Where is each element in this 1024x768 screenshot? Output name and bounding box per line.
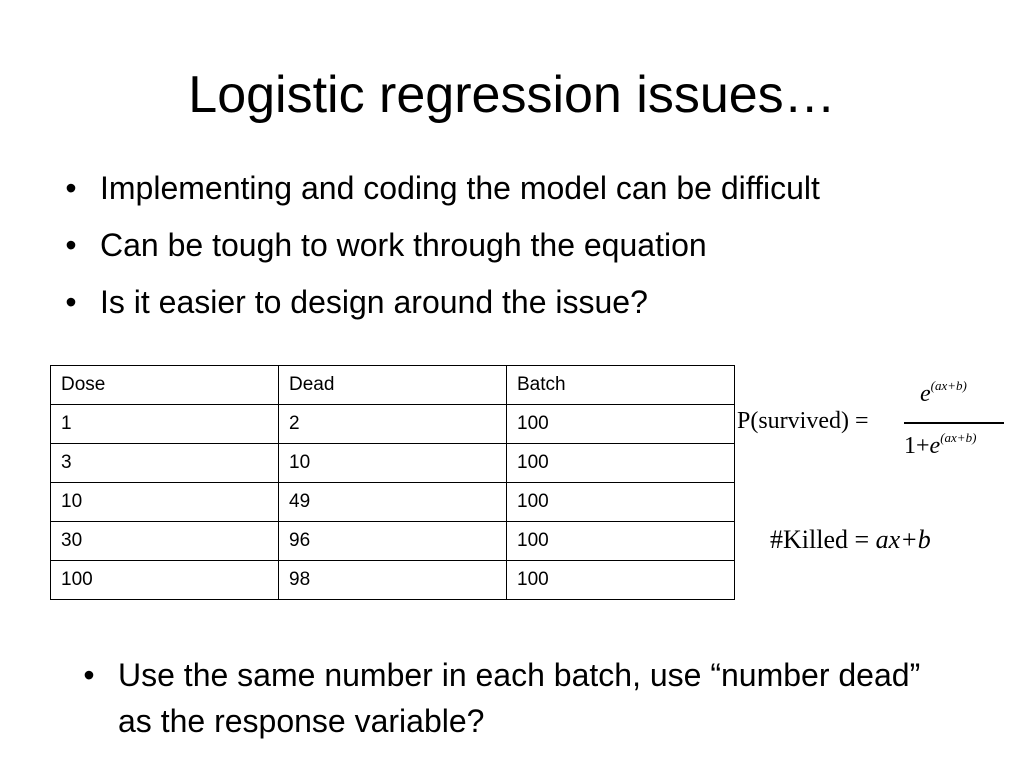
table-cell: 49 [279, 483, 507, 522]
denominator-base: e [929, 433, 941, 459]
bullet-dot-icon: • [65, 227, 77, 263]
fraction-bar [904, 422, 1004, 424]
table-header-row [51, 366, 735, 405]
table-row [51, 522, 735, 561]
table-cell: 10 [51, 483, 279, 522]
denominator-prefix: 1+ [904, 433, 930, 459]
bullet-dot-icon: • [83, 657, 95, 693]
formula-denominator [904, 430, 976, 460]
formula-lhs [737, 408, 869, 435]
table-cell: 100 [507, 522, 735, 561]
denominator-exponent: (ax+b) [940, 430, 977, 445]
killed-lhs: #Killed [770, 525, 848, 554]
table-cell: 2 [279, 405, 507, 444]
survival-probability-formula [737, 378, 1017, 468]
table-cell: 10 [279, 444, 507, 483]
dose-table [50, 365, 735, 600]
table-cell: 100 [507, 405, 735, 444]
table-header-cell: Dose [51, 366, 279, 405]
bullet-dot-icon: • [65, 170, 77, 206]
table-cell: 30 [51, 522, 279, 561]
table-header-cell: Batch [507, 366, 735, 405]
slide-title: Logistic regression issues… [188, 66, 836, 124]
table-row [51, 483, 735, 522]
table-cell: 100 [507, 561, 735, 600]
table-row [51, 561, 735, 600]
table-cell: 100 [51, 561, 279, 600]
bullet-text: Is it easier to design around the issue? [100, 284, 648, 320]
bullet-text: Can be tough to work through the equation [100, 227, 707, 263]
numerator-base: e [920, 381, 931, 407]
table-cell: 100 [507, 444, 735, 483]
table-header-cell: Dead [279, 366, 507, 405]
table-cell: 98 [279, 561, 507, 600]
formula-lhs-text: P(survived) [737, 408, 849, 434]
table-cell: 1 [51, 405, 279, 444]
bottom-bullet-text: Use the same number in each batch, use “number dead” as the response variable? [118, 657, 921, 739]
table-cell: 100 [507, 483, 735, 522]
table-cell: 96 [279, 522, 507, 561]
table-row [51, 405, 735, 444]
bullet-item [60, 166, 820, 210]
bullet-item [60, 280, 820, 324]
killed-formula [770, 525, 931, 555]
killed-rhs: ax+b [875, 525, 931, 554]
bottom-bullet-item [78, 652, 958, 744]
formula-equals: = [854, 408, 869, 434]
formula-numerator [920, 378, 967, 408]
bullet-dot-icon: • [65, 284, 77, 320]
table-cell: 3 [51, 444, 279, 483]
killed-equals: = [854, 525, 870, 554]
bullet-item [60, 223, 820, 267]
bullet-list [60, 166, 820, 337]
numerator-exponent: (ax+b) [930, 378, 967, 393]
bullet-text: Implementing and coding the model can be difficult [100, 170, 820, 206]
table-row [51, 444, 735, 483]
